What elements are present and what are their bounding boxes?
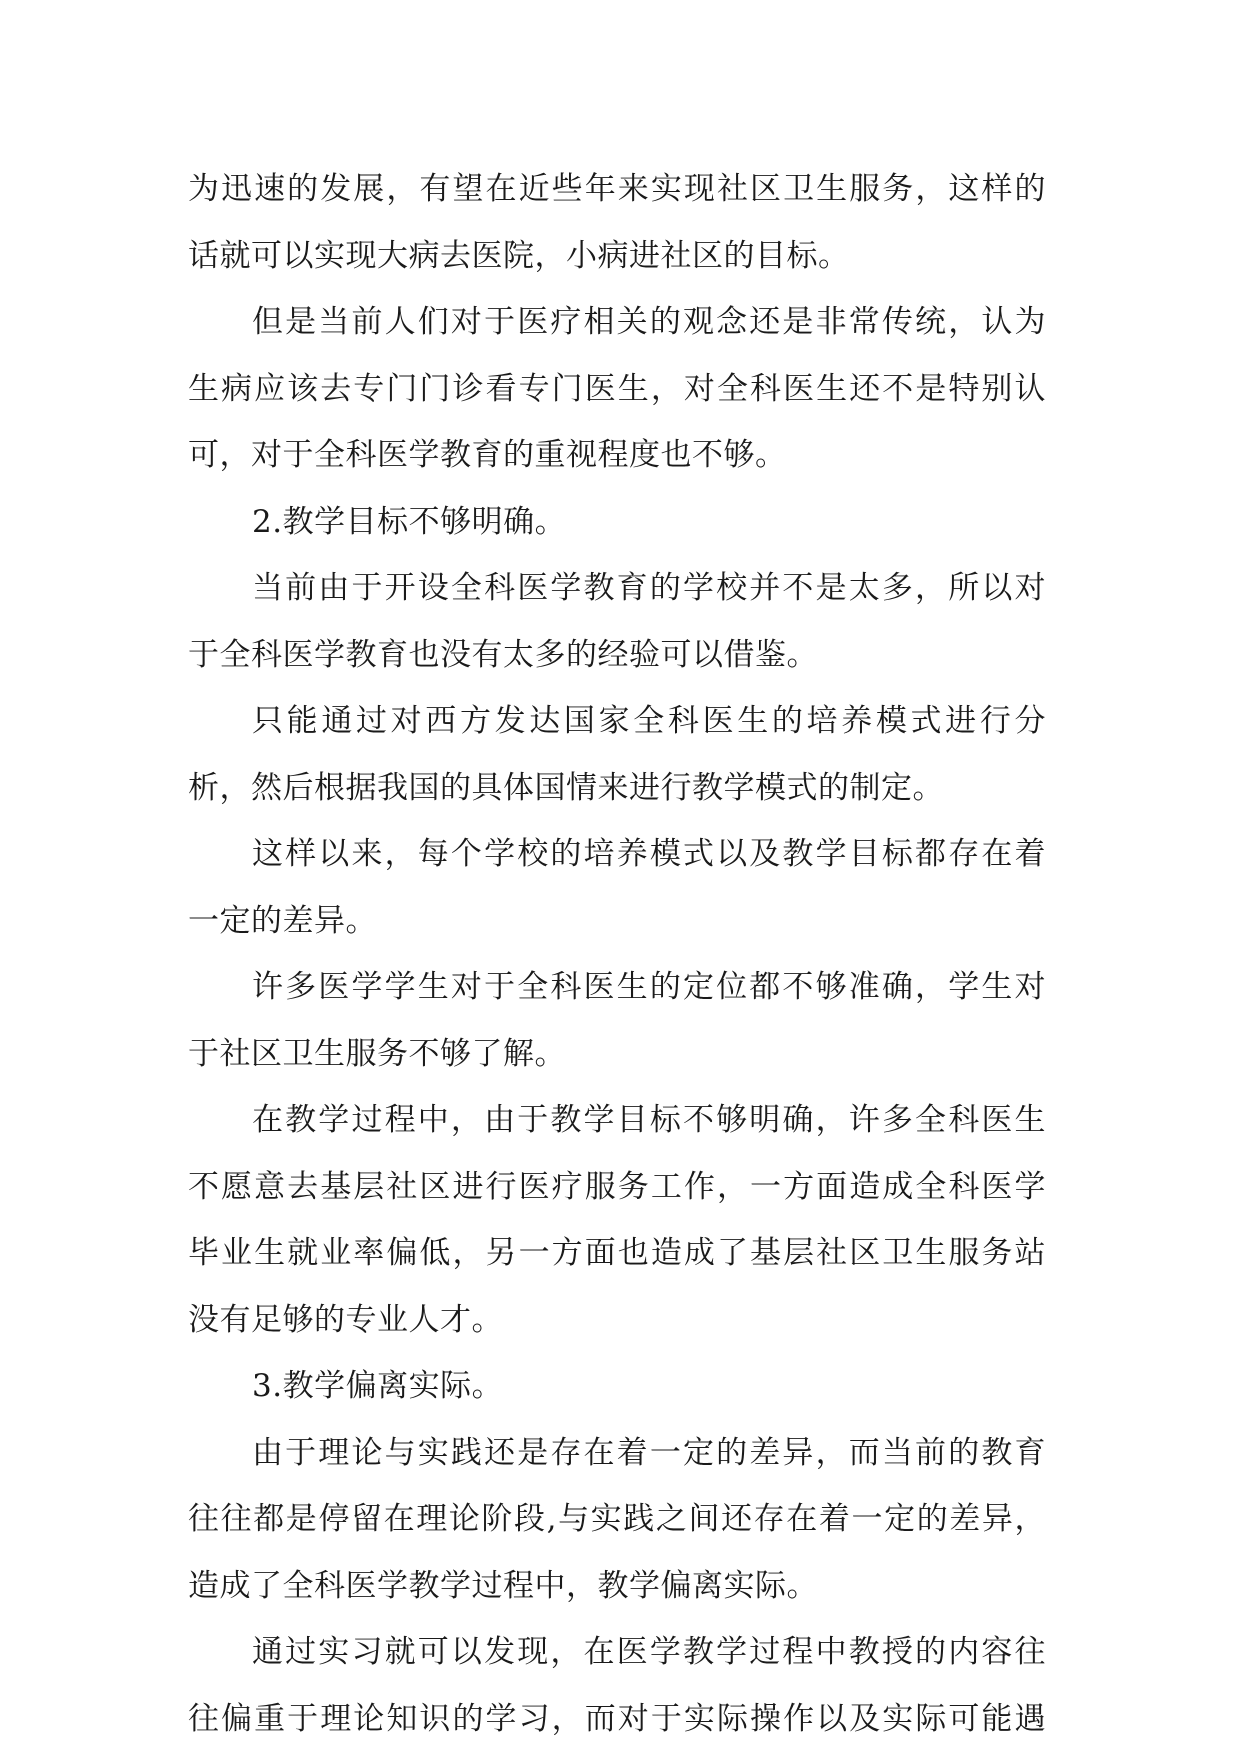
- text-line: 在教学过程中，由于教学目标不够明确，许多全科医生: [252, 1102, 1046, 1138]
- text-line: 往偏重于理论知识的学习，而对于实际操作以及实际可能遇: [188, 1700, 1046, 1737]
- text-line: 许多医学学生对于全科医生的定位都不够准确，学生对: [252, 969, 1046, 1005]
- text-line: 这样以来，每个学校的培养模式以及教学目标都存在着: [252, 836, 1046, 872]
- text-line: 只能通过对西方发达国家全科医生的培养模式进行分: [252, 703, 1046, 739]
- text-line: 一定的差异。: [188, 902, 377, 939]
- text-line: 当前由于开设全科医学教育的学校并不是太多，所以对: [252, 570, 1046, 606]
- text-line: 但是当前人们对于医疗相关的观念还是非常传统，认为: [252, 304, 1046, 340]
- text-line: 通过实习就可以发现，在医学教学过程中教授的内容往: [252, 1634, 1046, 1670]
- text-line: 析，然后根据我国的具体国情来进行教学模式的制定。: [188, 769, 944, 806]
- text-line: 没有足够的专业人才。: [188, 1301, 503, 1338]
- document-body: [188, 156, 1046, 1752]
- section-heading: 2.教学目标不够明确。: [252, 503, 567, 540]
- text-line: 造成了全科医学教学过程中，教学偏离实际。: [188, 1567, 818, 1604]
- text-line: 于全科医学教育也没有太多的经验可以借鉴。: [188, 636, 818, 673]
- text-line: 为迅速的发展，有望在近些年来实现社区卫生服务，这样的: [188, 171, 1046, 207]
- section-heading: 3.教学偏离实际。: [252, 1368, 504, 1404]
- text-line: 于社区卫生服务不够了解。: [188, 1035, 566, 1072]
- text-line: 毕业生就业率偏低，另一方面也造成了基层社区卫生服务站: [188, 1235, 1046, 1271]
- text-line: 由于理论与实践还是存在着一定的差异，而当前的教育: [252, 1434, 1046, 1471]
- text-line: 不愿意去基层社区进行医疗服务工作，一方面造成全科医学: [188, 1168, 1046, 1205]
- text-line: 往往都是停留在理论阶段,与实践之间还存在着一定的差异，: [188, 1501, 1046, 1537]
- text-line: 生病应该去专门门诊看专门医生，对全科医生还不是特别认: [188, 370, 1046, 407]
- text-line: 可，对于全科医学教育的重视程度也不够。: [188, 437, 787, 473]
- text-line: 话就可以实现大病去医院，小病进社区的目标。: [188, 237, 850, 274]
